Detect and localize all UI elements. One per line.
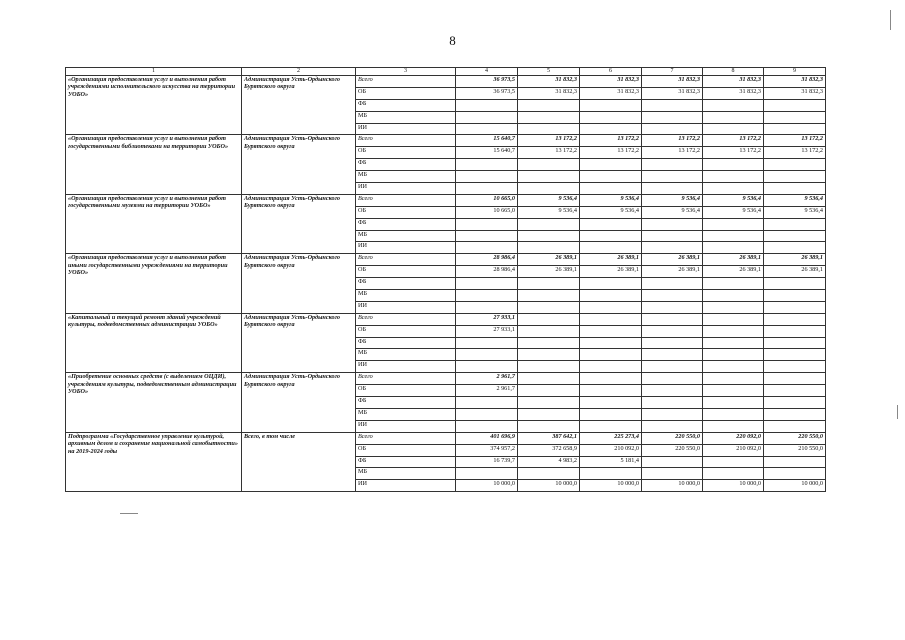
amount-cell xyxy=(642,301,703,313)
funding-source: ОБ xyxy=(356,266,456,278)
column-number: 8 xyxy=(703,68,764,76)
amount-cell: 10 000,0 xyxy=(642,480,703,492)
funding-source: ОБ xyxy=(356,325,456,337)
funding-source: МБ xyxy=(356,408,456,420)
amount-cell: 13 172,2 xyxy=(580,135,642,147)
amount-cell xyxy=(518,99,580,111)
amount-cell xyxy=(580,420,642,432)
amount-cell: 31 832,3 xyxy=(642,87,703,99)
amount-cell: 15 640,7 xyxy=(456,147,518,159)
funding-source: ИИ xyxy=(356,480,456,492)
amount-cell xyxy=(642,468,703,480)
amount-cell xyxy=(456,230,518,242)
amount-cell xyxy=(703,301,764,313)
amount-cell: 31 832,3 xyxy=(580,87,642,99)
amount-cell xyxy=(703,337,764,349)
amount-cell: 225 273,4 xyxy=(580,432,642,444)
amount-cell: 9 536,4 xyxy=(518,206,580,218)
amount-cell: 31 832,3 xyxy=(642,76,703,88)
amount-cell: 9 536,4 xyxy=(764,194,826,206)
amount-cell xyxy=(642,111,703,123)
amount-cell: 27 933,1 xyxy=(456,325,518,337)
program-name: «Капитальный и текущий ремонт зданий учреждений культуры, подведомственных администрации УОБО» xyxy=(66,313,242,372)
amount-cell xyxy=(764,349,826,361)
amount-cell xyxy=(642,408,703,420)
amount-cell: 220 550,0 xyxy=(642,444,703,456)
amount-cell: 9 536,4 xyxy=(518,194,580,206)
amount-cell xyxy=(580,183,642,195)
amount-cell xyxy=(764,420,826,432)
amount-cell: 26 389,1 xyxy=(642,266,703,278)
amount-cell xyxy=(703,242,764,254)
amount-cell: 36 973,5 xyxy=(456,87,518,99)
amount-cell: 2 961,7 xyxy=(456,385,518,397)
amount-cell xyxy=(642,278,703,290)
amount-cell: 31 832,3 xyxy=(518,76,580,88)
executor: Администрация Усть-Ордынского Бурятского округа xyxy=(242,254,356,313)
funding-source: Всего xyxy=(356,135,456,147)
funding-source: ФБ xyxy=(356,218,456,230)
amount-cell xyxy=(764,456,826,468)
amount-cell: 26 389,1 xyxy=(764,254,826,266)
amount-cell: 9 536,4 xyxy=(703,206,764,218)
funding-source: Всего xyxy=(356,432,456,444)
amount-cell xyxy=(764,373,826,385)
amount-cell: 31 832,3 xyxy=(764,76,826,88)
amount-cell xyxy=(703,290,764,302)
amount-cell xyxy=(580,325,642,337)
amount-cell xyxy=(518,111,580,123)
amount-cell: 9 536,4 xyxy=(703,194,764,206)
amount-cell xyxy=(456,468,518,480)
amount-cell: 28 986,4 xyxy=(456,254,518,266)
funding-source: Всего xyxy=(356,194,456,206)
funding-source: ИИ xyxy=(356,301,456,313)
column-number-row xyxy=(66,68,826,76)
amount-cell: 9 536,4 xyxy=(642,206,703,218)
amount-cell xyxy=(518,361,580,373)
amount-cell: 10 000,0 xyxy=(580,480,642,492)
amount-cell xyxy=(580,337,642,349)
amount-cell: 26 389,1 xyxy=(703,266,764,278)
amount-cell xyxy=(580,313,642,325)
amount-cell xyxy=(456,361,518,373)
amount-cell xyxy=(456,99,518,111)
amount-cell: 13 172,2 xyxy=(703,135,764,147)
amount-cell: 36 973,5 xyxy=(456,76,518,88)
amount-cell xyxy=(703,313,764,325)
amount-cell xyxy=(456,337,518,349)
amount-cell: 372 658,9 xyxy=(518,444,580,456)
amount-cell xyxy=(456,171,518,183)
amount-cell xyxy=(518,278,580,290)
funding-source: ОБ xyxy=(356,206,456,218)
amount-cell xyxy=(580,408,642,420)
scan-mark xyxy=(897,405,898,419)
amount-cell xyxy=(764,337,826,349)
amount-cell xyxy=(642,171,703,183)
amount-cell xyxy=(456,397,518,409)
amount-cell xyxy=(518,397,580,409)
amount-cell xyxy=(456,159,518,171)
amount-cell xyxy=(580,111,642,123)
funding-source: ОБ xyxy=(356,87,456,99)
amount-cell xyxy=(518,230,580,242)
amount-cell xyxy=(518,337,580,349)
amount-cell xyxy=(518,325,580,337)
amount-cell xyxy=(703,456,764,468)
amount-cell xyxy=(518,218,580,230)
amount-cell xyxy=(456,278,518,290)
amount-cell xyxy=(580,99,642,111)
amount-cell xyxy=(703,420,764,432)
amount-cell xyxy=(703,325,764,337)
amount-cell xyxy=(703,183,764,195)
amount-cell xyxy=(764,385,826,397)
amount-cell xyxy=(642,456,703,468)
amount-cell xyxy=(764,313,826,325)
column-number: 3 xyxy=(356,68,456,76)
amount-cell xyxy=(642,313,703,325)
amount-cell: 4 983,2 xyxy=(518,456,580,468)
program-name: «Организация предоставления услуг и выполнения работ государственными музеями на территории УОБО» xyxy=(66,194,242,253)
amount-cell: 13 172,2 xyxy=(642,135,703,147)
amount-cell xyxy=(642,397,703,409)
amount-cell: 31 832,3 xyxy=(703,76,764,88)
amount-cell xyxy=(703,361,764,373)
amount-cell: 13 172,2 xyxy=(518,147,580,159)
amount-cell: 13 172,2 xyxy=(580,147,642,159)
amount-cell: 26 389,1 xyxy=(703,254,764,266)
amount-cell: 28 986,4 xyxy=(456,266,518,278)
amount-cell: 401 696,9 xyxy=(456,432,518,444)
amount-cell xyxy=(703,230,764,242)
amount-cell xyxy=(764,171,826,183)
amount-cell xyxy=(456,301,518,313)
table-body xyxy=(66,68,826,492)
amount-cell xyxy=(703,99,764,111)
amount-cell xyxy=(764,408,826,420)
funding-source: ОБ xyxy=(356,385,456,397)
table-row xyxy=(66,254,826,266)
amount-cell xyxy=(642,361,703,373)
funding-source: Всего xyxy=(356,254,456,266)
funding-source: ИИ xyxy=(356,242,456,254)
amount-cell xyxy=(703,385,764,397)
amount-cell: 26 389,1 xyxy=(518,266,580,278)
funding-source: ФБ xyxy=(356,397,456,409)
amount-cell xyxy=(764,301,826,313)
column-number: 6 xyxy=(580,68,642,76)
amount-cell xyxy=(518,290,580,302)
amount-cell xyxy=(580,123,642,135)
amount-cell: 13 172,2 xyxy=(518,135,580,147)
amount-cell xyxy=(580,361,642,373)
amount-cell xyxy=(518,159,580,171)
amount-cell xyxy=(642,218,703,230)
amount-cell xyxy=(703,373,764,385)
amount-cell xyxy=(703,218,764,230)
funding-source: ФБ xyxy=(356,278,456,290)
amount-cell xyxy=(580,397,642,409)
column-number: 7 xyxy=(642,68,703,76)
amount-cell: 10 000,0 xyxy=(764,480,826,492)
funding-source: ОБ xyxy=(356,147,456,159)
amount-cell xyxy=(580,242,642,254)
amount-cell xyxy=(703,397,764,409)
page-number: 8 xyxy=(449,33,456,48)
amount-cell: 210 550,0 xyxy=(764,444,826,456)
column-number: 2 xyxy=(242,68,356,76)
funding-source: МБ xyxy=(356,171,456,183)
amount-cell: 13 172,2 xyxy=(764,147,826,159)
amount-cell: 387 642,1 xyxy=(518,432,580,444)
funding-source: МБ xyxy=(356,290,456,302)
amount-cell: 10 000,0 xyxy=(456,480,518,492)
amount-cell xyxy=(642,230,703,242)
amount-cell xyxy=(456,242,518,254)
budget-table xyxy=(65,67,826,492)
executor: Администрация Усть-Ордынского Бурятского округа xyxy=(242,135,356,194)
amount-cell xyxy=(764,111,826,123)
amount-cell xyxy=(703,468,764,480)
amount-cell xyxy=(764,361,826,373)
amount-cell xyxy=(642,183,703,195)
executor: Всего, в том числе xyxy=(242,432,356,491)
amount-cell xyxy=(642,242,703,254)
column-number: 4 xyxy=(456,68,518,76)
amount-cell xyxy=(580,373,642,385)
amount-cell xyxy=(642,159,703,171)
amount-cell xyxy=(518,242,580,254)
funding-source: ИИ xyxy=(356,183,456,195)
table-row xyxy=(66,373,826,385)
amount-cell: 26 389,1 xyxy=(580,266,642,278)
funding-source: ФБ xyxy=(356,159,456,171)
program-name: Подпрограмма «Государственное управление культурой, архивным делом и сохранение национальной самобытности» на 2019-2024 годы xyxy=(66,432,242,491)
amount-cell xyxy=(642,325,703,337)
funding-source: МБ xyxy=(356,111,456,123)
program-name: «Организация предоставления услуг и выполнения работ учреждениями исполнительского искусства на территории УОБО» xyxy=(66,76,242,135)
amount-cell xyxy=(518,171,580,183)
amount-cell: 10 000,0 xyxy=(518,480,580,492)
amount-cell xyxy=(518,468,580,480)
amount-cell: 220 092,0 xyxy=(703,432,764,444)
amount-cell xyxy=(764,230,826,242)
amount-cell xyxy=(703,111,764,123)
amount-cell xyxy=(580,301,642,313)
amount-cell xyxy=(456,123,518,135)
executor: Администрация Усть-Ордынского Бурятского округа xyxy=(242,313,356,372)
amount-cell: 374 957,2 xyxy=(456,444,518,456)
amount-cell xyxy=(642,373,703,385)
amount-cell xyxy=(456,290,518,302)
amount-cell: 9 536,4 xyxy=(580,194,642,206)
amount-cell: 13 172,2 xyxy=(764,135,826,147)
scan-mark xyxy=(120,513,138,514)
amount-cell: 2 961,7 xyxy=(456,373,518,385)
amount-cell: 27 933,1 xyxy=(456,313,518,325)
amount-cell xyxy=(580,468,642,480)
amount-cell: 5 181,4 xyxy=(580,456,642,468)
amount-cell xyxy=(456,183,518,195)
amount-cell: 210 092,0 xyxy=(580,444,642,456)
amount-cell: 16 739,7 xyxy=(456,456,518,468)
amount-cell xyxy=(642,337,703,349)
amount-cell xyxy=(642,290,703,302)
amount-cell xyxy=(456,420,518,432)
amount-cell xyxy=(764,123,826,135)
amount-cell xyxy=(764,159,826,171)
amount-cell xyxy=(456,408,518,420)
amount-cell xyxy=(703,159,764,171)
amount-cell: 9 536,4 xyxy=(764,206,826,218)
amount-cell xyxy=(764,183,826,195)
amount-cell xyxy=(456,111,518,123)
table-row xyxy=(66,313,826,325)
amount-cell: 210 092,0 xyxy=(703,444,764,456)
amount-cell xyxy=(580,171,642,183)
table-row xyxy=(66,194,826,206)
amount-cell xyxy=(580,159,642,171)
funding-source: Всего xyxy=(356,76,456,88)
funding-source: ФБ xyxy=(356,99,456,111)
amount-cell xyxy=(764,468,826,480)
amount-cell: 10 665,0 xyxy=(456,206,518,218)
amount-cell: 220 550,0 xyxy=(764,432,826,444)
table-row xyxy=(66,135,826,147)
amount-cell xyxy=(703,278,764,290)
amount-cell: 26 389,1 xyxy=(764,266,826,278)
amount-cell xyxy=(642,99,703,111)
amount-cell xyxy=(642,123,703,135)
executor: Администрация Усть-Ордынского Бурятского округа xyxy=(242,194,356,253)
amount-cell xyxy=(580,278,642,290)
column-number: 1 xyxy=(66,68,242,76)
amount-cell: 10 665,0 xyxy=(456,194,518,206)
amount-cell: 26 389,1 xyxy=(580,254,642,266)
funding-source: ИИ xyxy=(356,420,456,432)
amount-cell xyxy=(703,123,764,135)
amount-cell xyxy=(518,313,580,325)
amount-cell: 9 536,4 xyxy=(642,194,703,206)
amount-cell: 13 172,2 xyxy=(642,147,703,159)
funding-source: Всего xyxy=(356,373,456,385)
amount-cell xyxy=(518,385,580,397)
amount-cell xyxy=(518,373,580,385)
funding-source: МБ xyxy=(356,349,456,361)
amount-cell xyxy=(580,349,642,361)
amount-cell xyxy=(764,242,826,254)
funding-source: ОБ xyxy=(356,444,456,456)
amount-cell xyxy=(642,349,703,361)
funding-source: ИИ xyxy=(356,361,456,373)
amount-cell xyxy=(764,290,826,302)
funding-source: МБ xyxy=(356,468,456,480)
amount-cell xyxy=(703,408,764,420)
amount-cell: 31 832,3 xyxy=(518,87,580,99)
amount-cell: 10 000,0 xyxy=(703,480,764,492)
program-name: «Организация предоставления услуг и выполнения работ иными государственными учреждениями на территории УОБО» xyxy=(66,254,242,313)
amount-cell xyxy=(703,171,764,183)
column-number: 5 xyxy=(518,68,580,76)
amount-cell xyxy=(580,218,642,230)
amount-cell xyxy=(518,183,580,195)
funding-source: ФБ xyxy=(356,337,456,349)
amount-cell xyxy=(764,397,826,409)
amount-cell xyxy=(518,123,580,135)
amount-cell xyxy=(518,301,580,313)
amount-cell: 31 832,3 xyxy=(764,87,826,99)
amount-cell xyxy=(518,349,580,361)
amount-cell xyxy=(642,420,703,432)
amount-cell xyxy=(518,420,580,432)
executor: Администрация Усть-Ордынского Бурятского округа xyxy=(242,76,356,135)
amount-cell xyxy=(764,218,826,230)
amount-cell: 15 640,7 xyxy=(456,135,518,147)
table-row xyxy=(66,432,826,444)
funding-source: МБ xyxy=(356,230,456,242)
amount-cell: 9 536,4 xyxy=(580,206,642,218)
amount-cell xyxy=(580,385,642,397)
amount-cell xyxy=(456,218,518,230)
program-name: «Организация предоставления услуг и выполнения работ государственными библиотеками на территории УОБО» xyxy=(66,135,242,194)
table-row xyxy=(66,76,826,88)
amount-cell: 31 832,3 xyxy=(703,87,764,99)
amount-cell xyxy=(580,290,642,302)
amount-cell: 220 550,0 xyxy=(642,432,703,444)
scan-mark xyxy=(890,10,891,30)
amount-cell: 31 832,3 xyxy=(580,76,642,88)
amount-cell xyxy=(703,349,764,361)
amount-cell: 26 389,1 xyxy=(642,254,703,266)
funding-source: ИИ xyxy=(356,123,456,135)
funding-source: Всего xyxy=(356,313,456,325)
amount-cell xyxy=(764,325,826,337)
funding-source: ФБ xyxy=(356,456,456,468)
amount-cell xyxy=(764,99,826,111)
amount-cell: 26 389,1 xyxy=(518,254,580,266)
executor: Администрация Усть-Ордынского Бурятского округа xyxy=(242,373,356,432)
amount-cell xyxy=(764,278,826,290)
amount-cell xyxy=(580,230,642,242)
amount-cell xyxy=(518,408,580,420)
amount-cell: 13 172,2 xyxy=(703,147,764,159)
column-number: 9 xyxy=(764,68,826,76)
amount-cell xyxy=(456,349,518,361)
program-name: «Приобретение основных средств (с выделением ОЦДИ), учреждениям культуры, подведомственным администрации УОБО» xyxy=(66,373,242,432)
amount-cell xyxy=(642,385,703,397)
